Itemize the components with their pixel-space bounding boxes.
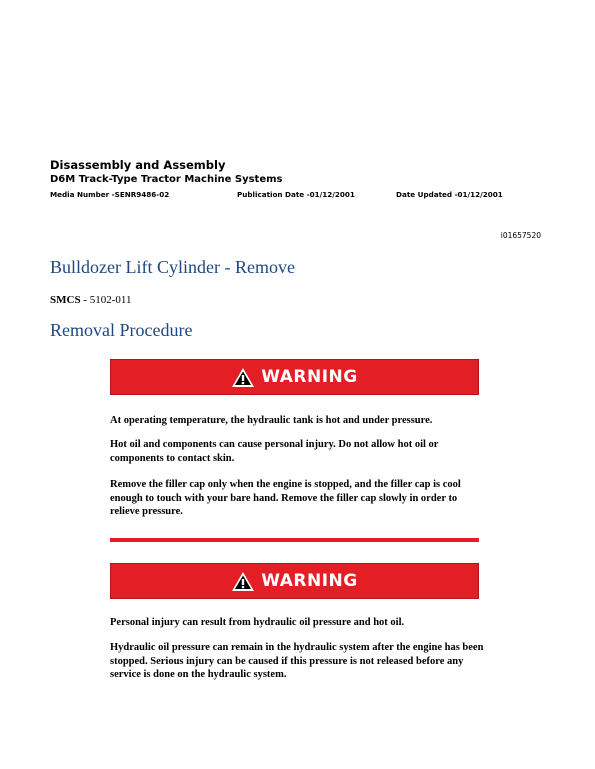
warning-label: WARNING [261, 571, 358, 591]
publication-date: Publication Date -01/12/2001 [237, 190, 355, 199]
smcs-code [50, 294, 132, 306]
warning-triangle-icon [231, 571, 255, 592]
warning-text: Hot oil and components can cause personal injury. Do not allow hot oil or components to contact skin. [110, 439, 439, 464]
document-title: Disassembly and Assembly [50, 158, 226, 172]
warning-text: At operating temperature, the hydraulic tank is hot and under pressure. [110, 415, 433, 426]
page-title: Bulldozer Lift Cylinder - Remove [50, 257, 295, 277]
warning-end-divider [110, 538, 479, 542]
document-subtitle: D6M Track-Type Tractor Machine Systems [50, 174, 283, 185]
warning-label: WARNING [261, 367, 358, 387]
document-id: i01657520 [500, 231, 541, 240]
media-number: Media Number -SENR9486-02 [50, 190, 170, 199]
smcs-value: 5102-011 [89, 294, 132, 306]
warning-banner [110, 563, 479, 599]
warning-banner [110, 359, 479, 395]
warning-text: Remove the filler cap only when the engine is stopped, and the filler cap is cool enough to touch with your bare hand. Remove the filler cap slowly in order to relieve pressure. [110, 479, 461, 517]
section-title: Removal Procedure [50, 320, 193, 340]
warning-triangle-icon [231, 367, 255, 388]
warning-text: Personal injury can result from hydraulic oil pressure and hot oil. [110, 617, 405, 628]
smcs-label: SMCS - [50, 294, 90, 306]
warning-text: Hydraulic oil pressure can remain in the hydraulic system after the engine has been stopped. Serious injury can be caused if this pressure is not released before any service is done on the hydraulic system. [110, 642, 484, 680]
date-updated: Date Updated -01/12/2001 [396, 190, 503, 199]
